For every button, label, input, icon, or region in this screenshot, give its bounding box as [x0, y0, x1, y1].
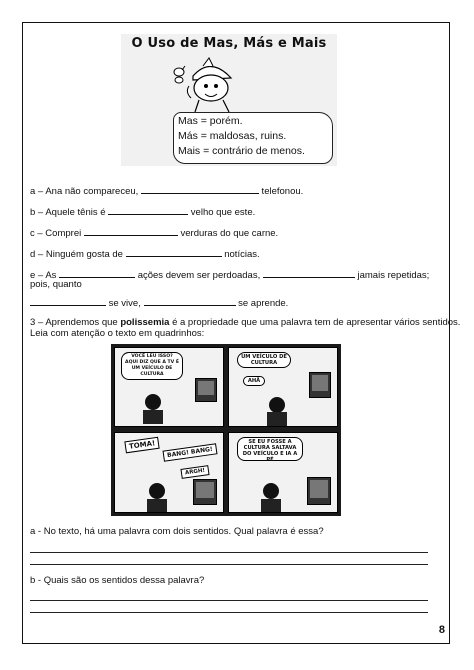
comic-panel-3-argh: ARGH! [180, 465, 209, 479]
header-title: O Uso de Mas, Más e Mais [131, 36, 327, 51]
comic-panel-4-speech: SE EU FOSSE A CULTURA SALTAVA DO VEÍCULO E IA A PÉ [237, 437, 303, 461]
comic-panel-1-speech: VOCÊ LEU ISSO? AQUI DIZ QUE A TV É UM VEÍCULO DE CULTURA [121, 352, 183, 380]
girl-figure-icon [137, 481, 177, 513]
exercise-a: a – Ana não compareceu, telefonou. [30, 186, 304, 197]
comic-panel-3-toma: TOMA! [124, 437, 160, 454]
blank-e2[interactable] [263, 268, 355, 278]
tv-icon [193, 479, 217, 505]
question-3-statement: 3 – Aprendemos que polissemia é a propriedade que uma palavra tem de apresentar vários sentidos. [30, 317, 461, 328]
comic-panel-3 [114, 432, 224, 513]
answer-line-a1[interactable] [30, 552, 428, 553]
tv-icon [307, 477, 331, 505]
question-b: b - Quais são os sentidos dessa palavra? [30, 575, 205, 586]
blank-f1[interactable] [30, 296, 106, 306]
girl-figure-icon [133, 392, 173, 426]
tv-icon [195, 378, 217, 402]
exercise-b: b – Aquele tênis é velho que este. [30, 207, 256, 218]
exercise-d: d – Ninguém gosta de notícias. [30, 249, 260, 260]
comic-panel-2 [228, 347, 338, 427]
blank-e1[interactable] [59, 268, 135, 278]
definitions-sign [173, 112, 333, 164]
comic-panel-4 [228, 432, 338, 513]
blank-d[interactable] [126, 247, 222, 257]
blank-c[interactable] [84, 226, 178, 236]
comic-panel-2-speech: UM VEÍCULO DE CULTURA [237, 352, 291, 368]
comic-strip [111, 344, 341, 516]
tv-icon [309, 372, 331, 398]
answer-line-b2[interactable] [30, 612, 428, 613]
page-number: 8 [438, 624, 445, 636]
exercise-c: c – Comprei verduras do que carne. [30, 228, 279, 239]
comic-panel-3-bang: BANG! BANG! [162, 443, 217, 461]
definition-mais: Mais = contrário de menos. [178, 145, 305, 157]
exercise-f: se vive, se aprende. [30, 296, 288, 310]
exercise-e: e – As ações devem ser perdoadas, jamais repetidas; [30, 270, 430, 281]
answer-line-b1[interactable] [30, 600, 428, 601]
blank-f2[interactable] [144, 296, 236, 306]
blank-a[interactable] [141, 184, 259, 194]
header-graphic [121, 34, 337, 166]
comic-panel-1 [114, 347, 224, 427]
answer-line-a2[interactable] [30, 564, 428, 565]
question-a: a - No texto, há uma palavra com dois sentidos. Qual palavra é essa? [30, 526, 324, 537]
girl-figure-icon [251, 481, 291, 513]
polissemia-term: polissemia [120, 317, 170, 328]
comic-panel-2-reply: AHÃ [243, 376, 265, 386]
question-3-instruction: Leia com atenção o texto em quadrinhos: [30, 328, 205, 339]
definition-mas: Mas = porém. [178, 115, 243, 127]
blank-b[interactable] [108, 205, 188, 215]
definition-mas-accent: Más = maldosas, ruins. [178, 130, 287, 142]
girl-figure-icon [257, 396, 297, 426]
exercise-e-continued: pois, quanto [30, 279, 82, 290]
